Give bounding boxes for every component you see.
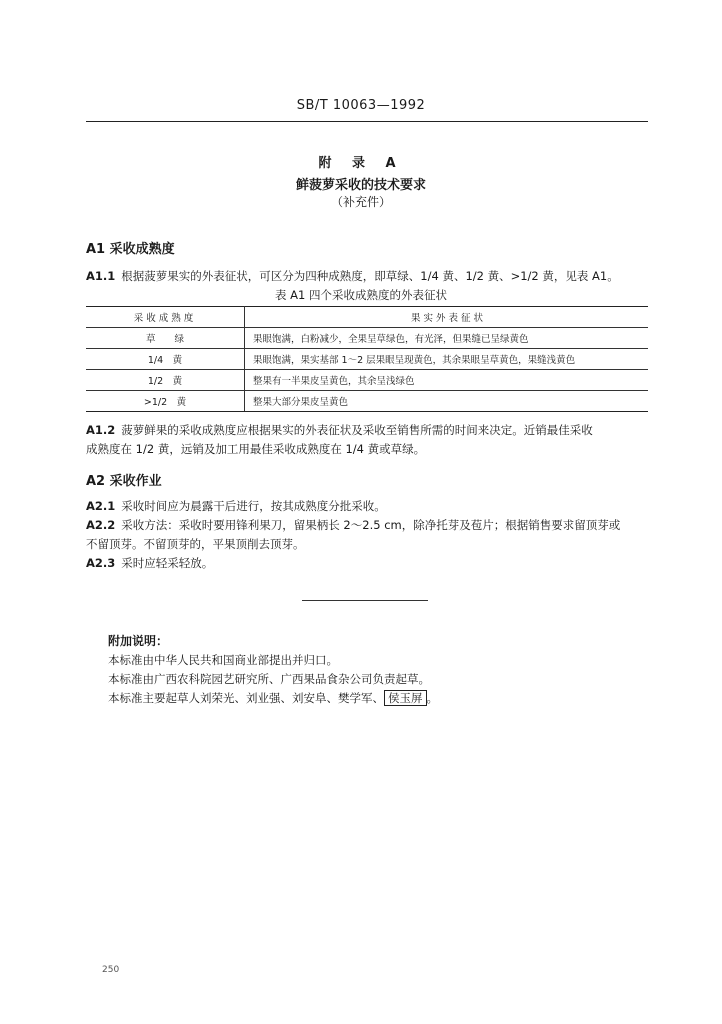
table-cell-maturity: 1/4 黄	[86, 349, 245, 370]
paragraph-number: A2.3	[86, 556, 116, 570]
column-header-maturity: 采收成熟度	[86, 307, 245, 328]
drafters-suffix: 。	[426, 691, 438, 705]
paragraph-a2-1	[86, 497, 648, 516]
table-cell-features: 整果大部分果皮呈黄色	[245, 391, 649, 412]
appendix-subtitle: （补充件）	[330, 195, 391, 209]
notes-title: 附加说明：	[108, 634, 169, 648]
paragraph-text: 采时应轻采轻放。	[121, 556, 214, 570]
table-header-row	[86, 307, 648, 328]
boxed-name: 侯玉屏	[384, 690, 427, 706]
table-row	[86, 328, 648, 349]
column-header-features: 果实外表征状	[245, 307, 649, 328]
notes-line-drafters	[108, 690, 438, 706]
table-row	[86, 370, 648, 391]
section-divider	[302, 600, 428, 601]
page-number: 250	[102, 965, 120, 975]
paragraph-line	[86, 516, 648, 535]
maturity-table	[86, 306, 648, 412]
paragraph-a2-2	[86, 516, 648, 554]
section-a2-heading: A2 采收作业	[86, 474, 162, 489]
table-cell-features: 果眼饱满，白粉减少，全果呈草绿色，有光泽，但果缝已呈绿黄色	[245, 328, 649, 349]
paragraph-text: 采收方法：采收时要用锋利果刀，留果柄长 2～2.5 cm，除净托芽及苞片；根据销售要求留顶芽或	[121, 518, 621, 532]
table-cell-maturity: 1/2 黄	[86, 370, 245, 391]
table-cell-features: 果眼饱满，果实基部 1～2 层果眼呈现黄色，其余果眼呈草黄色，果缝浅黄色	[245, 349, 649, 370]
notes-line: 本标准由中华人民共和国商业部提出并归口。	[108, 653, 338, 667]
section-a1-heading: A1 采收成熟度	[86, 242, 175, 257]
table-row	[86, 391, 648, 412]
appendix-label: 附 录 A	[318, 156, 404, 171]
table-cell-features: 整果有一半果皮呈黄色，其余呈浅绿色	[245, 370, 649, 391]
appendix-title: 鲜菠萝采收的技术要求	[295, 178, 426, 193]
paragraph-number: A1.2	[86, 423, 116, 437]
paragraph-text: 采收时间应为晨露干后进行，按其成熟度分批采收。	[121, 499, 386, 513]
paragraph-a2-3	[86, 554, 648, 573]
paragraph-text: 菠萝鲜果的采收成熟度应根据果实的外表征状及采收至销售所需的时间来决定。近销最佳采收	[121, 423, 593, 437]
paragraph-line: 成熟度在 1/2 黄，远销及加工用最佳采收成熟度在 1/4 黄或草绿。	[86, 442, 426, 456]
drafters-prefix: 本标准主要起草人刘荣光、刘业强、刘安阜、樊学军、	[108, 691, 384, 705]
standard-code: SB/T 10063—1992	[296, 98, 426, 113]
table-row	[86, 349, 648, 370]
table-cell-maturity: 草 绿	[86, 328, 245, 349]
notes-line: 本标准由广西农科院园艺研究所、广西果品食杂公司负责起草。	[108, 672, 430, 686]
header-rule	[86, 121, 648, 122]
paragraph-number: A2.1	[86, 499, 116, 513]
paragraph-a1-2	[86, 421, 648, 459]
paragraph-number: A2.2	[86, 518, 116, 532]
paragraph-a1-1	[86, 267, 648, 286]
paragraph-line: 不留顶芽。不留顶芽的，平果顶削去顶芽。	[86, 537, 305, 551]
paragraph-text: 根据菠萝果实的外表征状，可区分为四种成熟度，即草绿、1/4 黄、1/2 黄、>1/2 黄，见表 A1。	[121, 269, 619, 283]
table-caption: 表 A1 四个采收成熟度的外表征状	[275, 288, 447, 302]
paragraph-line	[86, 421, 648, 440]
table-cell-maturity: >1/2 黄	[86, 391, 245, 412]
paragraph-number: A1.1	[86, 269, 116, 283]
